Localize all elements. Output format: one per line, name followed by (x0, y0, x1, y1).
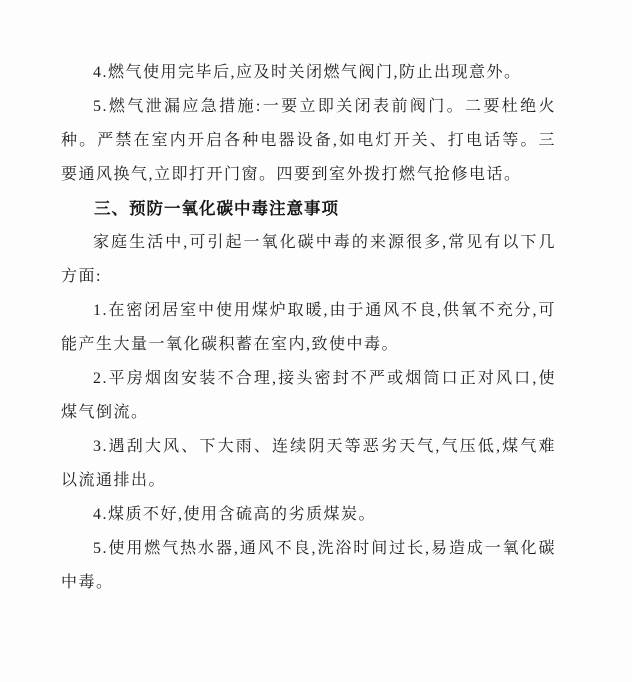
paragraph-co-intro: 家庭生活中,可引起一氧化碳中毒的来源很多,常见有以下几方面: (61, 234, 556, 285)
paragraph-gas-rule-5: 5.燃气泄漏应急措施:一要立即关闭表前阀门。二要杜绝火种。严禁在室内开启各种电器设备,如电灯开关、打电话等。三要通风换气,立即打开门窗。四要到室外拨打燃气抢修电话。 (61, 98, 556, 183)
paragraph-co-cause-5: 5.使用燃气热水器,通风不良,洗浴时间过长,易造成一氧化碳中毒。 (61, 540, 556, 591)
paragraph-co-cause-4: 4.煤质不好,使用含硫高的劣质煤炭。 (93, 506, 377, 523)
paragraph-co-cause-2: 2.平房烟囱安装不合理,接头密封不严或烟筒口正对风口,使煤气倒流。 (61, 370, 556, 421)
paragraph-co-cause-1: 1.在密闭居室中使用煤炉取暖,由于通风不良,供氧不充分,可能产生大量一氧化碳积蓄在室内,致使中毒。 (61, 302, 556, 353)
section-heading-co-poisoning: 三、预防一氧化碳中毒注意事项 (94, 200, 339, 218)
paragraph-co-cause-3: 3.遇刮大风、下大雨、连续阴天等恶劣天气,气压低,煤气难以流通排出。 (61, 438, 556, 489)
paragraph-gas-rule-4: 4.燃气使用完毕后,应及时关闭燃气阀门,防止出现意外。 (93, 64, 522, 81)
